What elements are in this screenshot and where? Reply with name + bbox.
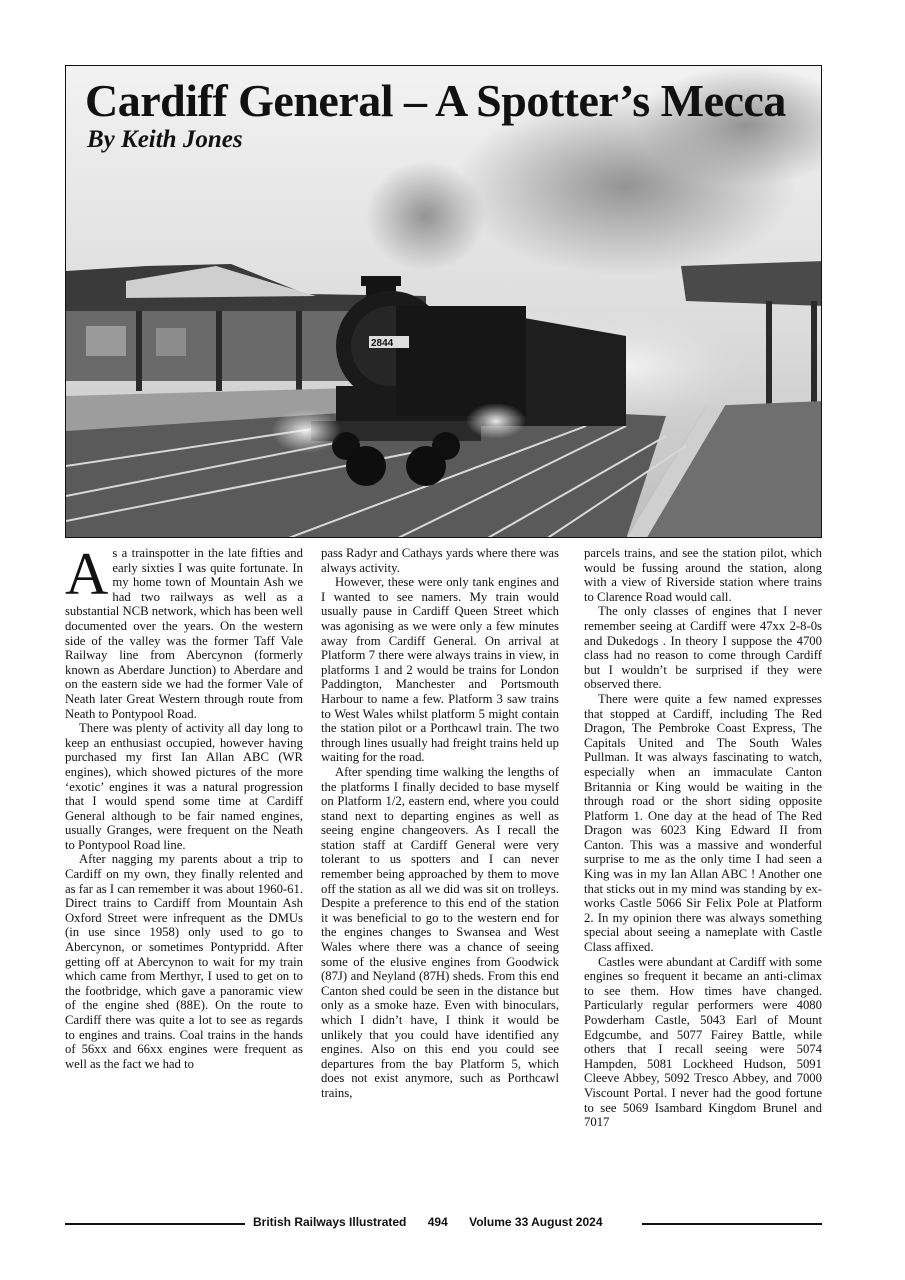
footer-page-number: 494: [427, 1215, 448, 1229]
paragraph: There was plenty of activity all day long to keep an enthusiast occupied, however having purchased my first Ian Allan ABC (WR engines), which showed pictures of the more ‘exotic’ engines it was a natural progression that I would spend some time at Cardiff General although to be fair named engines, usually Granges, were frequent on the Neath to Pontypool Road line.: [65, 721, 303, 852]
paragraph: After spending time walking the lengths of the platforms I finally decided to base myself on Platform 1/2, eastern end, where you could stand next to departing engines as well as seeing engine changeovers. As I recall the station staff at Cardiff General were very tolerant to us spotters and I can never remember being approached by them to move off the station as all we did was sit on trolleys. Despite a preference to this end of the station it was beneficial to go to the western end for the engines changes to Swansea and West Wales where there was a chance of seeing some of the elusive engines from Goodwick (87J) and Neyland (87H) sheds. From this end Canton shed could be seen in the distance but only as a smoke haze. Even with binoculars, which I didn’t have, I think it would be unlikely that you could have identified any engines. Also on this end you could see departures from the bay Platform 5, which does not exist anymore, such as Porthcawl trains,: [321, 764, 559, 1100]
paragraph: After nagging my parents about a trip to Cardiff on my own, they finally relented and as far as I can remember it was about 1960-61. Direct trains to Cardiff from Mountain Ash Oxford Street were infrequent as the DMUs (in use since 1958) only used to go to Abercynon, or sometimes Pontypridd. After getting off at Abercynon to wait for my train which came from Merthyr, I used to get on to the footbridge, which gave a panoramic view of the engine shed (88E). On the route to Cardiff there was quite a lot to see as regards to engines and trains. Coal trains in the hands of 56xx and 66xx engines were frequent as well as the fact we had to: [65, 852, 303, 1071]
paragraph: Castles were abundant at Cardiff with some engines so frequent it became an anti-climax to see them. How times have changed. Particularly regular performers were 4080 Powderham Castle, 5043 Earl of Mount Edgcumbe, and 5077 Fairey Battle, while others that I recall seeing were 5074 Hampden, 5081 Lockheed Hudson, 5091 Cleeve Abbey, 5092 Tresco Abbey, and 7000 Viscount Portal. I never had the good fortune to see 5069 Isambard Kingdom Brunel and 7017: [584, 954, 822, 1130]
paragraph: There were quite a few named expresses that stopped at Cardiff, including The Red Dragon, The Pembroke Coast Express, The Capitals United and The South Wales Pullman. It was always fascinating to watch, especially when an immaculate Canton Britannia or King would be waiting in the through road or the short siding opposite Platform 1. One day at the head of The Red Dragon was 6023 King Edward II from Canton. This was a massive and wonderful surprise to me as the only time I had seen a King was in my Ian Allan ABC ! Another one that sticks out in my mind was standing by ex-works Castle 5066 Sir Felix Pole at Platform 2. In my opinion there was always something special about seeing a nameplate with Castle Class affixed.: [584, 691, 822, 955]
article-title: Cardiff General – A Spotter’s Mecca: [85, 75, 786, 126]
paragraph: parcels trains, and see the station pilot, which would be fussing around the station, along with a view of Riverside station where trains to Clarence Road would call.: [584, 546, 822, 604]
paragraph: The only classes of engines that I never remember seeing at Cardiff were 47xx 2-8-0s and Dukedogs . In theory I suppose the 4700 class had no reason to come through Cardiff but I wouldn’t be surprised if they were observed there.: [584, 604, 822, 692]
footer-rule-left: [65, 1223, 245, 1225]
text-column-3: [584, 546, 822, 1258]
footer-text: [253, 1215, 621, 1229]
paragraph: As a trainspotter in the late fifties and early sixties I was quite fortunate. In my home town of Mountain Ash we had two railways as well as a substantial NCB network, which has been well documented over the years. On the western side of the valley was the former Taff Vale Railway line from Abercynon (formerly known as Aberdare Junction) to Aberdare and on the eastern side we had the former Vale of Neath later Great Western through route from Neath to Pontypool Road.: [65, 546, 303, 721]
loco-number: 2844: [371, 338, 394, 349]
paragraph: However, these were only tank engines and I wanted to see namers. My train would usually pause in Cardiff Queen Street which was agonising as we were only a few minutes away from Cardiff General. On arrival at Platform 7 there were always trains in view, in platforms 1 and 2 would be trains for London Paddington, Manchester and Portsmouth Harbour to name a few. Platform 3 saw trains to West Wales whilst platform 5 might contain the station pilot or a Porthcawl train. The two through lines usually had freight trains held up waiting for the road.: [321, 575, 559, 765]
footer-publication: British Railways Illustrated: [253, 1215, 407, 1229]
drop-cap: A: [65, 546, 109, 607]
footer-issue: Volume 33 August 2024: [469, 1215, 603, 1229]
article-byline: By Keith Jones: [87, 126, 243, 153]
page-footer: [65, 1214, 822, 1234]
text-column-2: [321, 546, 559, 1258]
footer-rule-right: [642, 1223, 822, 1225]
text-column-1: [65, 546, 303, 1258]
paragraph: pass Radyr and Cathays yards where there was always activity.: [321, 546, 559, 575]
